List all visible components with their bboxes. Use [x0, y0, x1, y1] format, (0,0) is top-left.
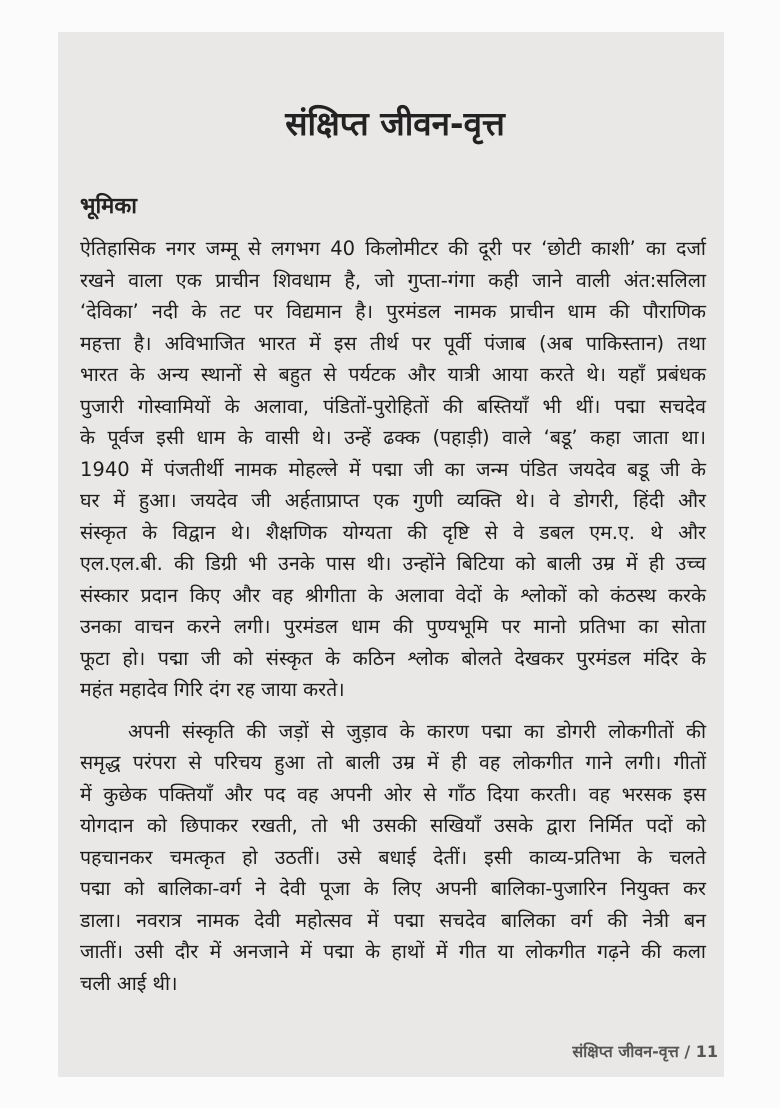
paragraph-1 — [80, 233, 706, 706]
text-line: उनका वाचन करने लगी। पुरमंडल धाम की पुण्यभूमि पर मानो प्रतिभा का सोता — [80, 615, 706, 638]
text-line: संस्कृत के विद्वान थे। शैक्षणिक योग्यता की दृष्टि से वे डबल एम.ए. थे और — [80, 520, 706, 544]
text-line: में कुछेक पक्तियाँ और पद वह अपनी ओर से गाँठ दिया करती। वह भरसक इस — [80, 782, 706, 806]
text-line: फूटा हो। पद्मा जी को संस्कृत के कठिन श्लोक बोलते देखकर पुरमंडल मंदिर के — [80, 646, 706, 670]
text-line: पहचानकर चमत्कृत हो उठतीं। उसे बधाई देतीं। इसी काव्य-प्रतिभा के चलते — [80, 845, 706, 869]
text-line: योगदान को छिपाकर रखती, तो भी उसकी सखियाँ उसके द्वारा निर्मित पदों को — [80, 814, 706, 837]
text-line: जातीं। उसी दौर में अनजाने में पद्मा के हाथों में गीत या लोकगीत गढ़ने की कला — [80, 940, 706, 963]
text-line: ‘देविका’ नदी के तट पर विद्यमान है। पुरमंडल नामक प्राचीन धाम की पौराणिक — [80, 300, 706, 323]
text-line: एल.एल.बी. की डिग्री भी उनके पास थी। उन्होंने बिटिया को बाली उम्र में ही उच्च — [80, 552, 706, 575]
text-line: पुजारी गोस्वामियों के अलावा, पंडितों-पुरोहितों की बस्तियाँ भी थीं। पद्मा सचदेव — [80, 394, 706, 418]
text-line: रखने वाला एक प्राचीन शिवधाम है, जो गुप्ता-गंगा कही जाने वाली अंत:सलिला — [80, 268, 706, 292]
text-line: पद्मा को बालिका-वर्ग ने देवी पूजा के लिए अपनी बालिका-पुजारिन नियुक्त कर — [80, 877, 706, 900]
page-footer: संक्षिप्त जीवन-वृत्त / 11 — [572, 1042, 718, 1061]
text-line: के पूर्वज इसी धाम के वासी थे। उन्हें ढक्क (पहाड़ी) वाले ‘बडू’ कहा जाता था। — [80, 426, 706, 449]
paragraph-2 — [80, 716, 706, 1000]
section-heading: भूमिका — [80, 194, 137, 219]
text-line: डाला। नवरात्र नामक देवी महोत्सव में पद्मा सचदेव बालिका वर्ग की नेत्री बन — [80, 908, 706, 932]
text-line: समृद्ध परंपरा से परिचय हुआ तो बाली उम्र में ही वह लोकगीत गाने लगी। गीतों — [80, 751, 706, 774]
text-line: महत्ता है। अविभाजित भारत में इस तीर्थ पर पूर्वी पंजाब (अब पाकिस्तान) तथा — [80, 331, 706, 355]
text-line: संस्कार प्रदान किए और वह श्रीगीता के अलावा वेदों के श्लोकों को कंठस्थ करके — [80, 583, 706, 607]
text-line: महंत महादेव गिरि दंग रह जाया करते। — [80, 678, 345, 701]
text-line: चली आई थी। — [80, 971, 178, 995]
text-line: भारत के अन्य स्थानों से बहुत से पर्यटक और यात्री आया करते थे। यहाँ प्रबंधक — [80, 363, 706, 386]
chapter-title: संक्षिप्त जीवन-वृत्त — [285, 104, 505, 143]
text-line: ऐतिहासिक नगर जम्मू से लगभग 40 किलोमीटर की दूरी पर ‘छोटी काशी’ का दर्जा — [80, 237, 706, 260]
text-line: घर में हुआ। जयदेव जी अर्हताप्राप्त एक गुणी व्यक्ति थे। वे डोगरी, हिंदी और — [80, 489, 706, 512]
text-line: अपनी संस्कृति की जड़ों से जुड़ाव के कारण पद्मा का डोगरी लोकगीतों की — [128, 719, 706, 743]
body-text — [80, 233, 706, 999]
text-line: 1940 में पंजतीर्थी नामक मोहल्ले में पद्मा जी का जन्म पंडित जयदेव बडू जी के — [80, 457, 706, 481]
